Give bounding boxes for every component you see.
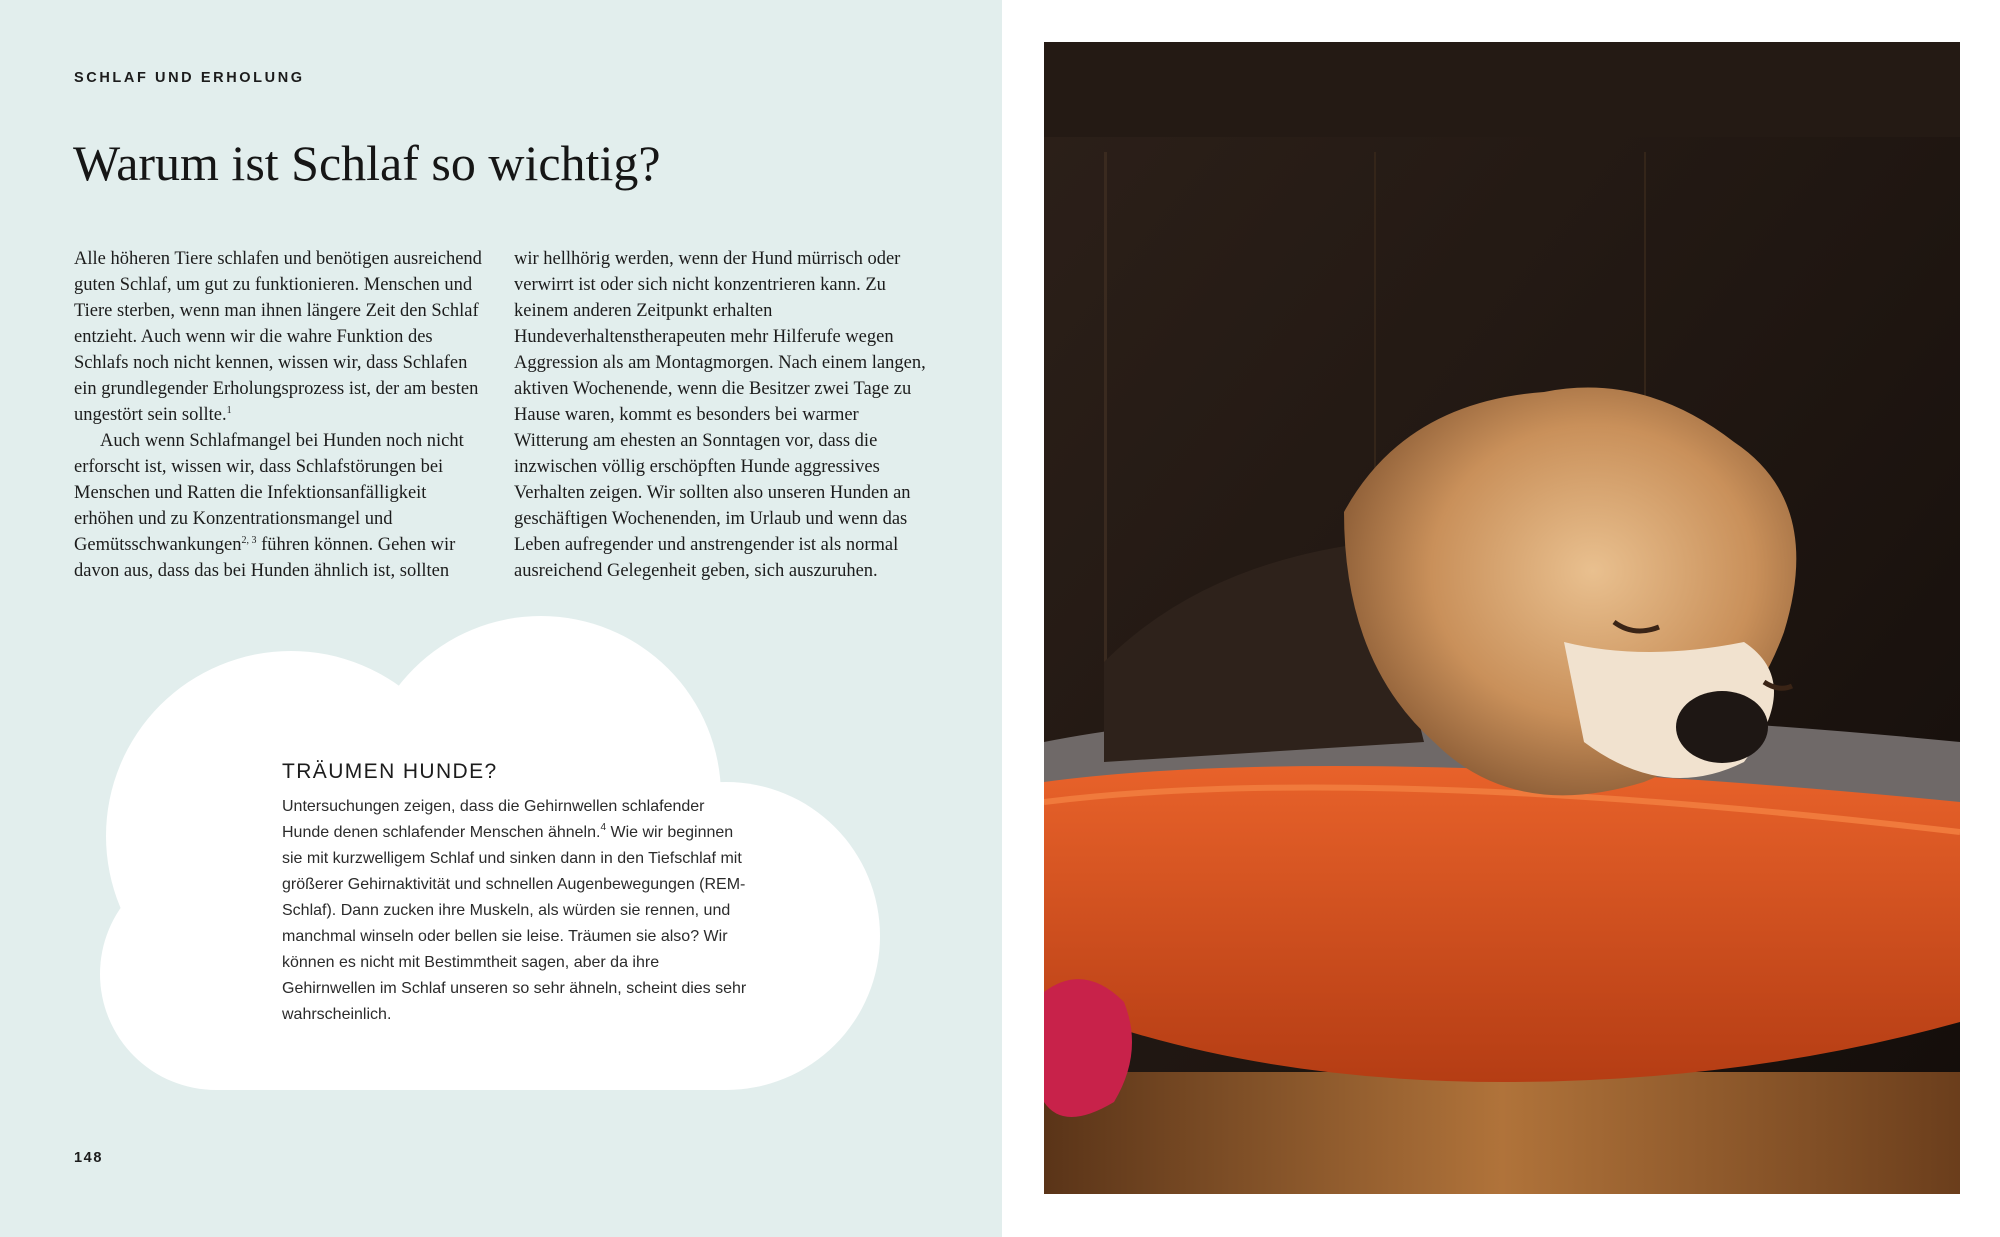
footnote-ref-2-3: 2, 3	[241, 535, 257, 546]
page-number: 148	[74, 1150, 103, 1166]
section-label: SCHLAF UND ERHOLUNG	[74, 70, 305, 86]
paragraph-3: wir hellhörig werden, wenn der Hund mürrisch oder verwirrt ist oder sich nicht konzentrieren kann. Zu keinem anderen Zeitpunkt erhalten Hundeverhaltenstherapeuten mehr Hilferufe wegen Aggression als am Montagmorgen. Nach einem langen, aktiven Wochenende, wenn die Besitzer zwei Tage zu Hause waren, kommt es besonders bei warmer Witterung am ehesten an Sonntagen vor, dass die inzwischen völlig erschöpften Hunde aggressives Verhalten zeigen. Wir sollten also unseren Hunden an geschäftigen Wochenenden, im Urlaub und wenn das Leben aufregender und anstrengender ist als normal ausreichend Gelegenheit geben, sich auszuruhen.	[514, 249, 926, 581]
dog-photo	[1044, 42, 1960, 1194]
body-column-2	[514, 246, 929, 584]
footnote-ref-1: 1	[226, 405, 232, 416]
right-page	[1002, 0, 2000, 1237]
paragraph-2-text-b: führen können. Gehen wir davon aus, dass das bei Hunden ähnlich ist, sollten	[74, 535, 456, 581]
dog-photo-illustration	[1044, 42, 1960, 1194]
info-box-text-b: Wie wir beginnen sie mit kurzwelligem Schlaf und sinken dann in den Tiefschlaf mit größerer Gehirnaktivität und schnellen Augenbewegungen (REM-Schlaf). Dann zucken ihre Muskeln, als würden sie rennen, und manchmal winseln oder bellen sie leise. Träumen sie also? Wir können es nicht mit Bestimmtheit sagen, aber da ihre Gehirnwellen im Schlaf unseren so sehr ähneln, scheint dies sehr wahrscheinlich.	[282, 824, 747, 1023]
paragraph-1-text: Alle höheren Tiere schlafen und benötigen ausreichend guten Schlaf, um gut zu funktionieren. Menschen und Tiere sterben, wenn man ihnen längere Zeit den Schlaf entzieht. Auch wenn wir die wahre Funktion des Schlafs noch nicht kennen, wissen wir, dass Schlafen ein grundlegender Erholungsprozess ist, der am besten ungestört sein sollte.	[74, 249, 482, 425]
info-box-title: TRÄUMEN HUNDE?	[282, 760, 498, 783]
info-box-text	[282, 794, 752, 1028]
page-title: Warum ist Schlaf so wichtig?	[73, 135, 661, 191]
info-box-text-a: Untersuchungen zeigen, dass die Gehirnwellen schlafender Hunde denen schlafender Menschen ähneln.	[282, 798, 705, 841]
paragraph-1	[74, 246, 489, 428]
paragraph-2-text-a: Auch wenn Schlafmangel bei Hunden noch nicht erforscht ist, wissen wir, dass Schlafstörungen bei Menschen und Ratten die Infektionsanfälligkeit erhöhen und zu Konzentrationsmangel und Gemütsschwankungen	[74, 431, 464, 555]
footnote-ref-4: 4	[600, 822, 607, 833]
body-column-1	[74, 246, 489, 584]
paragraph-2	[74, 428, 489, 584]
